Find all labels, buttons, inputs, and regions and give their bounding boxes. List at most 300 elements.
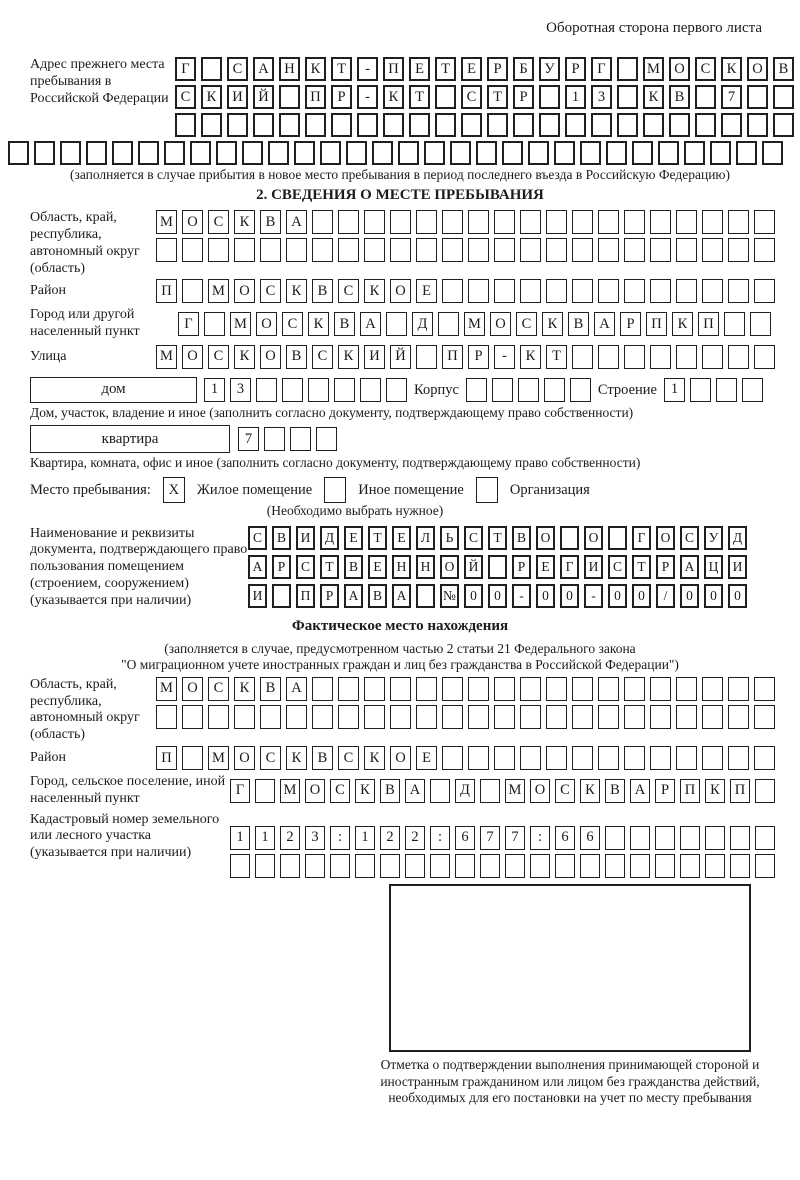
char-cell[interactable]: 0 [704,584,723,608]
char-cell[interactable] [268,141,289,165]
char-cell[interactable] [390,238,411,262]
char-cell[interactable]: О [747,57,768,81]
char-cell[interactable] [705,854,725,878]
char-cell[interactable]: Л [416,526,435,550]
char-cell[interactable] [650,210,671,234]
char-cell[interactable] [773,113,794,137]
char-cell[interactable] [338,705,359,729]
char-cell[interactable] [190,141,211,165]
char-cell[interactable] [416,345,437,369]
char-cell[interactable]: А [392,584,411,608]
char-cell[interactable] [546,746,567,770]
char-cell[interactable] [676,210,697,234]
char-cell[interactable] [702,345,723,369]
char-cell[interactable]: К [364,279,385,303]
char-cell[interactable] [747,85,768,109]
char-cell[interactable] [684,141,705,165]
char-cell[interactable] [286,238,307,262]
char-cell[interactable]: К [580,779,600,803]
char-cell[interactable]: К [364,746,385,770]
char-cell[interactable] [546,705,567,729]
char-cell[interactable]: 0 [464,584,483,608]
char-cell[interactable]: 0 [728,584,747,608]
char-cell[interactable]: К [672,312,693,336]
char-cell[interactable]: С [461,85,482,109]
char-cell[interactable]: О [584,526,603,550]
char-cell[interactable]: 1 [204,378,225,402]
char-cell[interactable]: А [594,312,615,336]
char-cell[interactable] [546,238,567,262]
char-cell[interactable] [650,677,671,701]
char-cell[interactable] [572,210,593,234]
char-cell[interactable] [539,85,560,109]
char-cell[interactable] [264,427,285,451]
char-cell[interactable] [560,526,579,550]
char-cell[interactable] [658,141,679,165]
char-cell[interactable]: М [208,279,229,303]
char-cell[interactable] [204,312,225,336]
char-cell[interactable] [227,113,248,137]
char-cell[interactable] [442,279,463,303]
char-cell[interactable] [728,705,749,729]
char-cell[interactable]: 1 [255,826,275,850]
char-cell[interactable] [492,378,513,402]
char-cell[interactable] [450,141,471,165]
char-cell[interactable]: Р [331,85,352,109]
char-cell[interactable] [565,113,586,137]
char-cell[interactable] [624,210,645,234]
char-cell[interactable]: Н [392,555,411,579]
checkbox-residential[interactable]: X [163,477,185,503]
char-cell[interactable]: Р [513,85,534,109]
char-cell[interactable] [398,141,419,165]
char-cell[interactable]: М [156,345,177,369]
char-cell[interactable]: - [512,584,531,608]
char-cell[interactable]: В [568,312,589,336]
char-cell[interactable] [528,141,549,165]
char-cell[interactable] [286,705,307,729]
char-cell[interactable]: 1 [664,378,685,402]
char-cell[interactable]: С [208,210,229,234]
char-cell[interactable] [360,378,381,402]
char-cell[interactable]: О [182,210,203,234]
char-cell[interactable]: И [296,526,315,550]
char-cell[interactable]: Д [455,779,475,803]
char-cell[interactable]: Г [591,57,612,81]
char-cell[interactable] [728,279,749,303]
char-cell[interactable] [702,677,723,701]
char-cell[interactable] [435,113,456,137]
char-cell[interactable] [754,279,775,303]
char-cell[interactable]: О [182,345,203,369]
char-cell[interactable]: - [584,584,603,608]
char-cell[interactable]: 6 [455,826,475,850]
char-cell[interactable]: Р [468,345,489,369]
char-cell[interactable]: О [234,279,255,303]
char-cell[interactable] [364,705,385,729]
char-cell[interactable] [650,746,671,770]
char-cell[interactable]: В [286,345,307,369]
char-cell[interactable]: В [260,677,281,701]
char-cell[interactable] [466,378,487,402]
char-cell[interactable] [8,141,29,165]
char-cell[interactable]: С [208,677,229,701]
char-cell[interactable] [702,279,723,303]
char-cell[interactable]: О [440,555,459,579]
char-cell[interactable]: У [704,526,723,550]
char-cell[interactable] [650,279,671,303]
char-cell[interactable] [747,113,768,137]
char-cell[interactable] [630,826,650,850]
char-cell[interactable]: И [584,555,603,579]
char-cell[interactable]: - [357,57,378,81]
char-cell[interactable]: Т [368,526,387,550]
char-cell[interactable]: И [227,85,248,109]
char-cell[interactable] [312,677,333,701]
char-cell[interactable]: П [156,279,177,303]
char-cell[interactable]: В [334,312,355,336]
char-cell[interactable] [554,141,575,165]
char-cell[interactable] [716,378,737,402]
char-cell[interactable] [442,746,463,770]
char-cell[interactable] [728,210,749,234]
char-cell[interactable] [755,854,775,878]
char-cell[interactable] [754,210,775,234]
char-cell[interactable]: М [156,210,177,234]
char-cell[interactable] [364,238,385,262]
char-cell[interactable] [416,210,437,234]
char-cell[interactable]: С [464,526,483,550]
char-cell[interactable]: О [536,526,555,550]
char-cell[interactable] [86,141,107,165]
char-cell[interactable]: П [296,584,315,608]
char-cell[interactable] [518,378,539,402]
char-cell[interactable] [255,779,275,803]
char-cell[interactable]: А [630,779,650,803]
char-cell[interactable]: О [656,526,675,550]
char-cell[interactable]: К [705,779,725,803]
char-cell[interactable] [742,378,763,402]
char-cell[interactable] [695,113,716,137]
char-cell[interactable] [390,210,411,234]
char-cell[interactable] [624,238,645,262]
char-cell[interactable] [260,705,281,729]
char-cell[interactable] [669,113,690,137]
char-cell[interactable]: В [272,526,291,550]
char-cell[interactable] [480,779,500,803]
char-cell[interactable]: К [520,345,541,369]
char-cell[interactable]: Д [412,312,433,336]
char-cell[interactable] [312,705,333,729]
char-cell[interactable]: С [516,312,537,336]
char-cell[interactable] [754,238,775,262]
char-cell[interactable]: К [234,210,255,234]
char-cell[interactable] [201,57,222,81]
char-cell[interactable]: К [308,312,329,336]
char-cell[interactable] [494,746,515,770]
char-cell[interactable] [676,279,697,303]
char-cell[interactable]: Т [487,85,508,109]
char-cell[interactable] [338,238,359,262]
char-cell[interactable]: И [364,345,385,369]
char-cell[interactable] [494,210,515,234]
char-cell[interactable] [383,113,404,137]
char-cell[interactable]: К [286,279,307,303]
char-cell[interactable] [702,238,723,262]
char-cell[interactable]: 6 [555,826,575,850]
char-cell[interactable]: Е [392,526,411,550]
char-cell[interactable] [520,210,541,234]
char-cell[interactable]: : [330,826,350,850]
char-cell[interactable]: Т [488,526,507,550]
char-cell[interactable]: Р [655,779,675,803]
char-cell[interactable] [494,238,515,262]
char-cell[interactable]: 0 [560,584,579,608]
char-cell[interactable]: 1 [355,826,375,850]
char-cell[interactable]: 3 [230,378,251,402]
char-cell[interactable]: Н [279,57,300,81]
char-cell[interactable]: К [234,677,255,701]
char-cell[interactable] [280,854,300,878]
char-cell[interactable] [455,854,475,878]
char-cell[interactable] [386,378,407,402]
char-cell[interactable]: С [680,526,699,550]
char-cell[interactable] [208,238,229,262]
char-cell[interactable]: С [338,279,359,303]
char-cell[interactable] [555,854,575,878]
char-cell[interactable]: П [156,746,177,770]
char-cell[interactable] [520,238,541,262]
char-cell[interactable]: Р [512,555,531,579]
char-cell[interactable]: С [608,555,627,579]
char-cell[interactable] [380,854,400,878]
char-cell[interactable] [680,826,700,850]
char-cell[interactable] [605,854,625,878]
char-cell[interactable] [494,677,515,701]
checkbox-organization[interactable] [476,477,498,503]
char-cell[interactable] [754,677,775,701]
char-cell[interactable]: В [669,85,690,109]
char-cell[interactable] [605,826,625,850]
char-cell[interactable]: С [338,746,359,770]
char-cell[interactable]: Е [368,555,387,579]
char-cell[interactable]: 2 [380,826,400,850]
char-cell[interactable] [676,677,697,701]
char-cell[interactable] [208,705,229,729]
char-cell[interactable] [546,677,567,701]
char-cell[interactable]: 0 [680,584,699,608]
char-cell[interactable]: 2 [280,826,300,850]
char-cell[interactable] [279,113,300,137]
char-cell[interactable]: С [248,526,267,550]
char-cell[interactable] [60,141,81,165]
char-cell[interactable]: 1 [230,826,250,850]
char-cell[interactable] [643,113,664,137]
char-cell[interactable] [242,141,263,165]
char-cell[interactable]: В [605,779,625,803]
char-cell[interactable]: Т [546,345,567,369]
char-cell[interactable]: М [156,677,177,701]
char-cell[interactable] [234,705,255,729]
char-cell[interactable] [705,826,725,850]
char-cell[interactable]: М [230,312,251,336]
char-cell[interactable]: П [680,779,700,803]
char-cell[interactable]: Й [390,345,411,369]
char-cell[interactable] [624,279,645,303]
char-cell[interactable] [364,210,385,234]
char-cell[interactable]: - [357,85,378,109]
char-cell[interactable] [438,312,459,336]
char-cell[interactable] [624,705,645,729]
char-cell[interactable] [690,378,711,402]
char-cell[interactable]: 3 [305,826,325,850]
char-cell[interactable] [572,677,593,701]
char-cell[interactable] [346,141,367,165]
char-cell[interactable] [430,779,450,803]
char-cell[interactable] [390,705,411,729]
char-cell[interactable]: П [730,779,750,803]
char-cell[interactable]: Т [320,555,339,579]
char-cell[interactable]: Е [344,526,363,550]
char-cell[interactable]: Р [487,57,508,81]
char-cell[interactable] [468,705,489,729]
char-cell[interactable] [468,210,489,234]
char-cell[interactable] [331,113,352,137]
char-cell[interactable] [234,238,255,262]
char-cell[interactable] [182,238,203,262]
char-cell[interactable]: С [296,555,315,579]
char-cell[interactable] [312,238,333,262]
char-cell[interactable] [728,746,749,770]
char-cell[interactable] [730,854,750,878]
char-cell[interactable] [598,345,619,369]
char-cell[interactable] [468,279,489,303]
char-cell[interactable]: Й [253,85,274,109]
char-cell[interactable]: Д [320,526,339,550]
char-cell[interactable]: 0 [536,584,555,608]
char-cell[interactable]: М [280,779,300,803]
char-cell[interactable]: 7 [480,826,500,850]
char-cell[interactable] [305,854,325,878]
char-cell[interactable]: Т [435,57,456,81]
char-cell[interactable]: К [338,345,359,369]
char-cell[interactable] [294,141,315,165]
char-cell[interactable]: / [656,584,675,608]
char-cell[interactable] [570,378,591,402]
char-cell[interactable] [598,238,619,262]
char-cell[interactable] [728,677,749,701]
char-cell[interactable] [606,141,627,165]
char-cell[interactable]: 7 [505,826,525,850]
char-cell[interactable] [488,555,507,579]
char-cell[interactable] [530,854,550,878]
char-cell[interactable]: И [728,555,747,579]
char-cell[interactable]: К [286,746,307,770]
char-cell[interactable]: С [555,779,575,803]
char-cell[interactable] [442,677,463,701]
char-cell[interactable]: К [305,57,326,81]
char-cell[interactable]: У [539,57,560,81]
char-cell[interactable] [409,113,430,137]
char-cell[interactable]: К [234,345,255,369]
char-cell[interactable]: Е [536,555,555,579]
char-cell[interactable] [480,854,500,878]
char-cell[interactable] [773,85,794,109]
char-cell[interactable] [572,705,593,729]
char-cell[interactable]: С [175,85,196,109]
char-cell[interactable]: О [256,312,277,336]
char-cell[interactable] [572,238,593,262]
char-cell[interactable] [290,427,311,451]
char-cell[interactable] [416,584,435,608]
char-cell[interactable] [598,279,619,303]
char-cell[interactable] [754,746,775,770]
char-cell[interactable] [424,141,445,165]
char-cell[interactable] [476,141,497,165]
char-cell[interactable] [405,854,425,878]
char-cell[interactable]: Г [175,57,196,81]
char-cell[interactable] [754,345,775,369]
char-cell[interactable]: А [344,584,363,608]
char-cell[interactable] [617,57,638,81]
checkbox-other-premises[interactable] [324,477,346,503]
char-cell[interactable] [164,141,185,165]
char-cell[interactable] [182,746,203,770]
char-cell[interactable]: Ь [440,526,459,550]
char-cell[interactable] [156,238,177,262]
char-cell[interactable] [305,113,326,137]
char-cell[interactable]: А [286,677,307,701]
char-cell[interactable] [182,705,203,729]
char-cell[interactable]: О [390,279,411,303]
char-cell[interactable] [546,210,567,234]
char-cell[interactable] [598,677,619,701]
char-cell[interactable] [338,210,359,234]
char-cell[interactable]: 7 [238,427,259,451]
char-cell[interactable] [175,113,196,137]
char-cell[interactable] [330,854,350,878]
char-cell[interactable]: О [305,779,325,803]
char-cell[interactable]: Е [409,57,430,81]
char-cell[interactable]: 0 [632,584,651,608]
char-cell[interactable] [676,705,697,729]
char-cell[interactable]: С [330,779,350,803]
char-cell[interactable]: М [208,746,229,770]
char-cell[interactable]: Е [416,279,437,303]
char-cell[interactable] [442,238,463,262]
char-cell[interactable] [624,746,645,770]
char-cell[interactable]: С [260,746,281,770]
char-cell[interactable]: В [344,555,363,579]
char-cell[interactable]: С [208,345,229,369]
char-cell[interactable]: В [512,526,531,550]
char-cell[interactable]: П [305,85,326,109]
char-cell[interactable]: С [282,312,303,336]
char-cell[interactable] [572,345,593,369]
char-cell[interactable] [112,141,133,165]
char-cell[interactable]: 3 [591,85,612,109]
char-cell[interactable] [598,210,619,234]
char-cell[interactable]: В [312,279,333,303]
char-cell[interactable] [546,279,567,303]
char-cell[interactable]: Г [560,555,579,579]
char-cell[interactable] [632,141,653,165]
char-cell[interactable]: Е [416,746,437,770]
char-cell[interactable] [372,141,393,165]
char-cell[interactable] [355,854,375,878]
char-cell[interactable]: О [182,677,203,701]
char-cell[interactable]: В [773,57,794,81]
